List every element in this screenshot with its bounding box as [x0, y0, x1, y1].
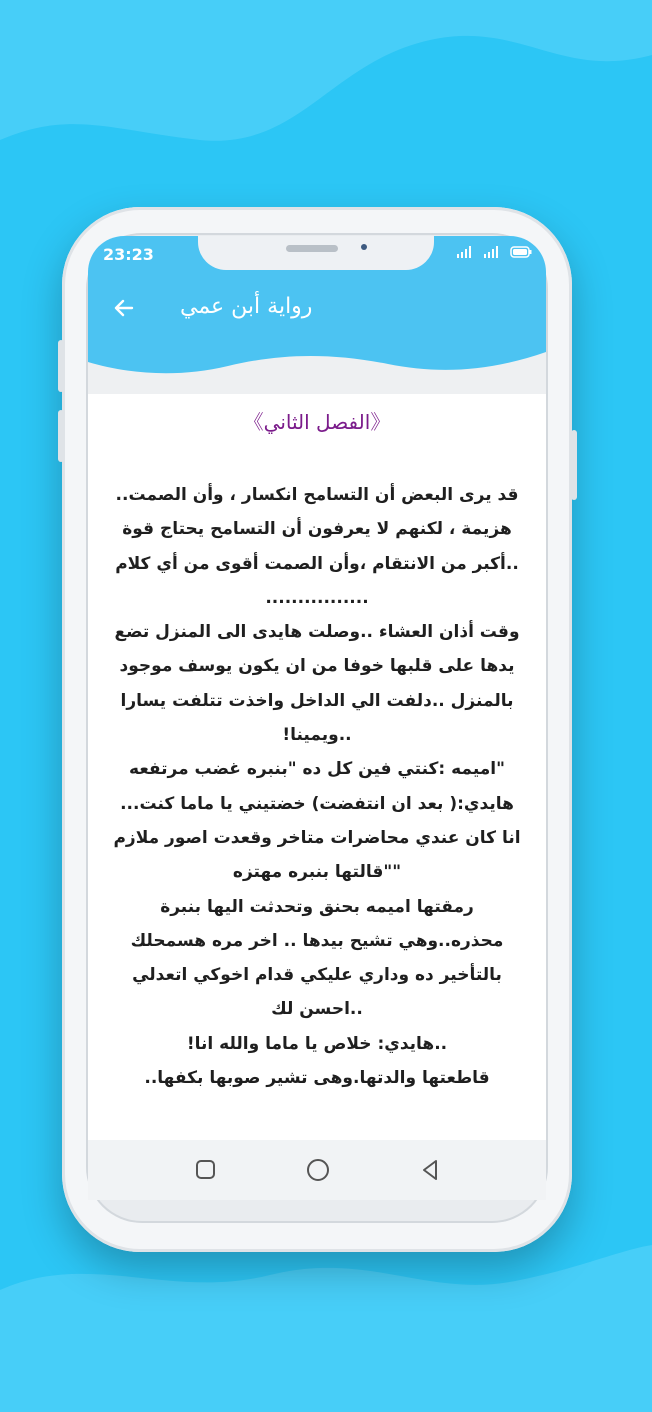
story-line: ..احسن لك	[271, 999, 363, 1020]
battery-icon	[510, 246, 532, 258]
story-line: ..أكبر من الانتقام ،وأن الصمت أقوى من أي كلام	[115, 553, 519, 574]
front-camera	[361, 244, 367, 250]
back-arrow-icon	[112, 296, 136, 320]
story-line: ..ويمينا!	[282, 725, 352, 746]
story-line: بالمنزل ..دلفت الي الداخل واخذت تتلفت يسارا	[120, 690, 514, 711]
story-line: قد يرى البعض أن التسامح انكسار ، وأن الصمت..	[115, 485, 519, 505]
recents-button[interactable]	[192, 1156, 220, 1184]
phone-side-button	[571, 430, 577, 500]
home-button[interactable]	[304, 1156, 332, 1184]
back-button[interactable]	[110, 292, 138, 324]
phone-notch	[198, 236, 434, 270]
circle-icon	[304, 1156, 332, 1184]
phone-screen	[88, 236, 546, 1140]
app-bar	[88, 274, 546, 346]
nav-back-button[interactable]	[416, 1156, 444, 1184]
app-bar-wave	[88, 344, 546, 394]
story-line: رمقتها اميمه بحنق وتحدثت اليها بنبرة	[160, 896, 474, 917]
signal-icon	[457, 246, 479, 258]
story-line: "اميمه :كنتي فين كل ده "بنبره غضب مرتفعه	[129, 759, 505, 780]
story-line: ................	[265, 587, 369, 608]
story-line: يدها على قلبها خوفا من ان يكون يوسف موجود	[119, 656, 515, 677]
signal-icon	[484, 246, 506, 258]
status-icons	[457, 246, 532, 261]
page-title: رواية أبن عمي	[180, 294, 313, 319]
story-text	[98, 478, 536, 1095]
triangle-back-icon	[416, 1156, 444, 1184]
phone-side-button	[58, 340, 64, 392]
reader-content[interactable]	[88, 394, 546, 1140]
story-line: وقت أذان العشاء ..وصلت هايدى الى المنزل تضع	[114, 622, 520, 643]
story-line: هايدي:( بعد ان انتفضت) خضتيني يا ماما كنت...	[120, 793, 514, 814]
chapter-title: 《الفصل الثاني》	[243, 410, 391, 434]
story-line: انا كان عندي محاضرات متاخر وقعدت اصور ملازم	[113, 827, 521, 848]
story-line: محذره..وهي تشيح بيدها .. اخر مره هسمحلك	[130, 930, 504, 951]
story-line: ""قالتها بنبره مهتزه	[232, 862, 402, 883]
status-time: 23:23	[103, 245, 154, 264]
story-line: هزيمة ، لكنهم لا يعرفون أن التسامح يحتاج قوة	[122, 519, 512, 540]
story-line: ..هايدي: خلاص يا ماما والله انا!	[186, 1033, 448, 1054]
square-icon	[192, 1156, 220, 1184]
system-nav-bar	[88, 1140, 546, 1200]
phone-side-button	[58, 410, 64, 462]
speaker-grille	[286, 245, 338, 252]
story-line: بالتأخير ده وداري عليكي قدام اخوكي اتعدلي	[132, 965, 502, 986]
story-line: قاطعتها والدتها.وهى تشير صوبها بكفها..	[144, 1068, 490, 1089]
